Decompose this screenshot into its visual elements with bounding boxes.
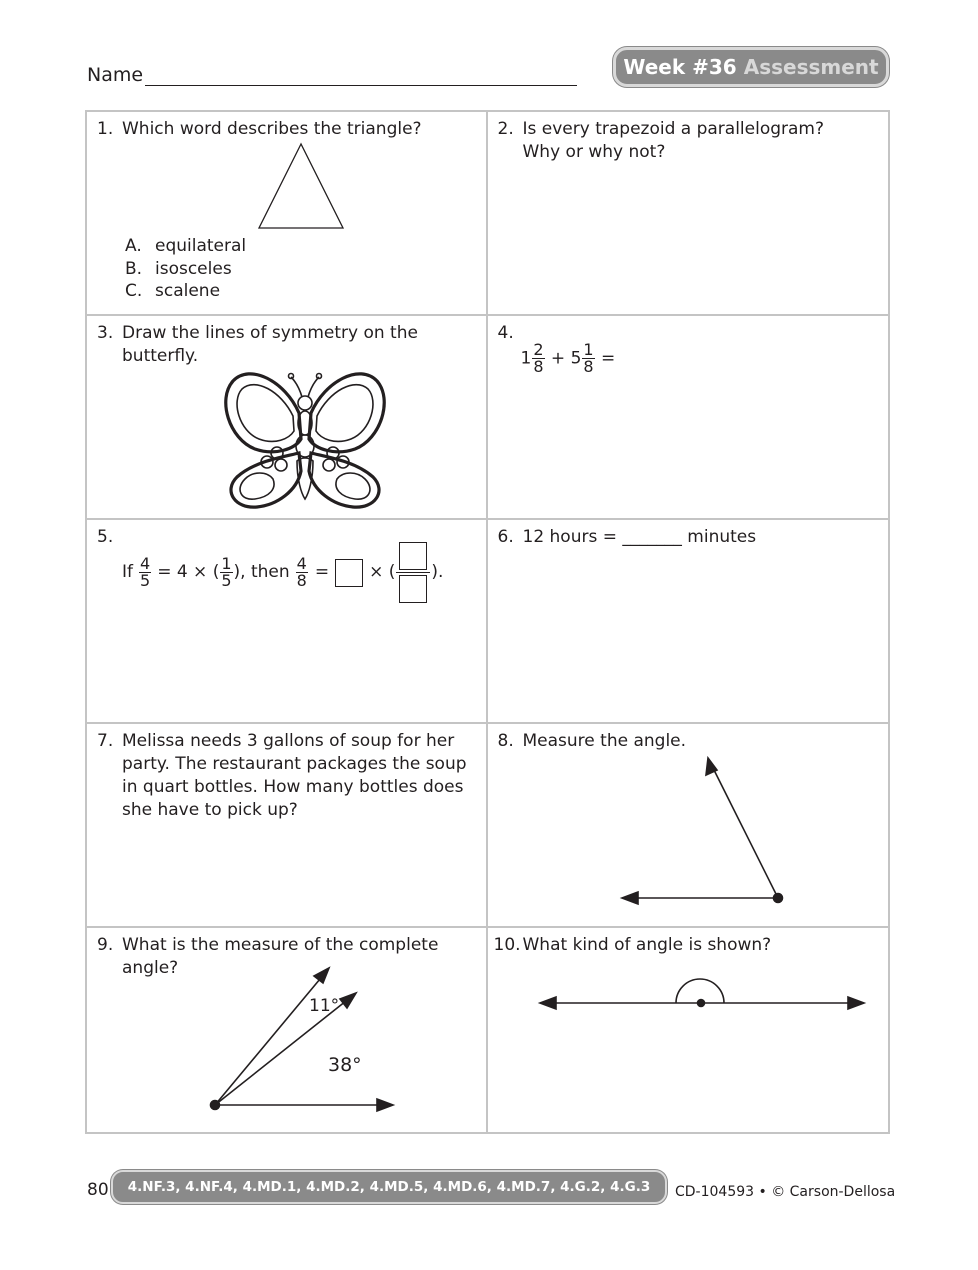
question-number: 2. bbox=[497, 119, 514, 139]
question-grid bbox=[85, 110, 890, 1134]
fraction-4-8: $\frac{4}{8}$ bbox=[296, 554, 307, 590]
mixed-number-expression bbox=[521, 342, 616, 375]
badge-week: Week #36 bbox=[623, 55, 737, 79]
name-field bbox=[87, 64, 577, 86]
answer-options bbox=[125, 235, 246, 303]
fraction-4-5: $\frac{4}{5}$ bbox=[140, 554, 151, 590]
whole-2: 5 bbox=[570, 348, 582, 369]
question-9 bbox=[87, 928, 488, 1132]
question-text: Which word describes the triangle? bbox=[122, 119, 422, 139]
question-text: Draw the lines of symmetry on the butterfly. bbox=[122, 323, 418, 366]
fraction-1-5: $\frac{1}{5}$ bbox=[221, 554, 232, 590]
question-7 bbox=[87, 724, 488, 928]
standards-badge: 4.NF.3, 4.NF.4, 4.MD.1, 4.MD.2, 4.MD.5, 4.MD.6, 4.MD.7, 4.G.2, 4.G.3 bbox=[111, 1170, 667, 1204]
question-number: 7. bbox=[97, 731, 114, 751]
question-number: 9. bbox=[97, 935, 114, 955]
angle-label-38: 38° bbox=[328, 1054, 362, 1076]
option-c[interactable]: C. scalene bbox=[125, 281, 221, 301]
angle-label-11: 11° bbox=[309, 996, 340, 1016]
question-text: Is every trapezoid a parallelogram? Why or why not? bbox=[522, 119, 825, 162]
equals-sign: = bbox=[601, 348, 616, 369]
question-number: 10. bbox=[493, 935, 521, 955]
copyright: CD-104593 • © Carson-Dellosa bbox=[675, 1184, 896, 1200]
fraction-1: $\frac{2}{8}$ bbox=[533, 340, 544, 376]
question-number: 4. bbox=[497, 323, 514, 343]
butterfly-icon bbox=[215, 361, 395, 511]
name-line bbox=[145, 65, 577, 86]
question-number: 5. bbox=[97, 527, 114, 547]
question-text: Melissa needs 3 gallons of soup for her party. The restaurant packages the soup in quart bottles. How many bottles does she have to pick up? bbox=[122, 731, 467, 820]
question-2 bbox=[488, 112, 889, 316]
question-5 bbox=[87, 520, 488, 724]
question-8 bbox=[488, 724, 889, 928]
fraction-equation: If $\frac{4}{5}$ = 4 × ( $\frac{1}{5}$ ), then $\frac{4}{8}$ = × ( ). bbox=[122, 542, 443, 603]
triangle-figure bbox=[257, 142, 347, 232]
question-text: What kind of angle is shown? bbox=[522, 935, 772, 955]
question-number: 3. bbox=[97, 323, 114, 343]
question-text: Measure the angle. bbox=[522, 731, 687, 751]
question-6 bbox=[488, 520, 889, 724]
question-1 bbox=[87, 112, 488, 316]
plus-sign: + bbox=[550, 348, 566, 369]
answer-box-whole[interactable] bbox=[335, 559, 363, 587]
badge-assessment: Assessment bbox=[743, 55, 879, 79]
answer-box-fraction bbox=[396, 542, 430, 603]
question-4 bbox=[488, 316, 889, 520]
question-number: 1. bbox=[97, 119, 114, 139]
week-assessment-badge bbox=[613, 47, 889, 87]
fraction-2: $\frac{1}{8}$ bbox=[583, 340, 594, 376]
answer-box-denominator[interactable] bbox=[399, 575, 427, 603]
question-text: What is the measure of the complete angle? bbox=[122, 935, 439, 978]
question-number: 8. bbox=[497, 731, 514, 751]
answer-box-numerator[interactable] bbox=[399, 542, 427, 570]
option-b[interactable]: B. isosceles bbox=[125, 258, 232, 279]
angle-figure bbox=[618, 754, 788, 914]
question-text: 12 hours = _______ minutes bbox=[522, 527, 757, 547]
name-label: Name bbox=[87, 64, 144, 86]
question-number: 6. bbox=[497, 527, 514, 547]
straight-angle-figure bbox=[538, 978, 868, 1018]
option-a[interactable]: A. equilateral bbox=[125, 236, 247, 256]
question-10 bbox=[488, 928, 889, 1132]
whole-1: 1 bbox=[520, 348, 532, 369]
complete-angle-figure bbox=[205, 968, 405, 1118]
page-number: 80 bbox=[87, 1180, 109, 1200]
question-3 bbox=[87, 316, 488, 520]
